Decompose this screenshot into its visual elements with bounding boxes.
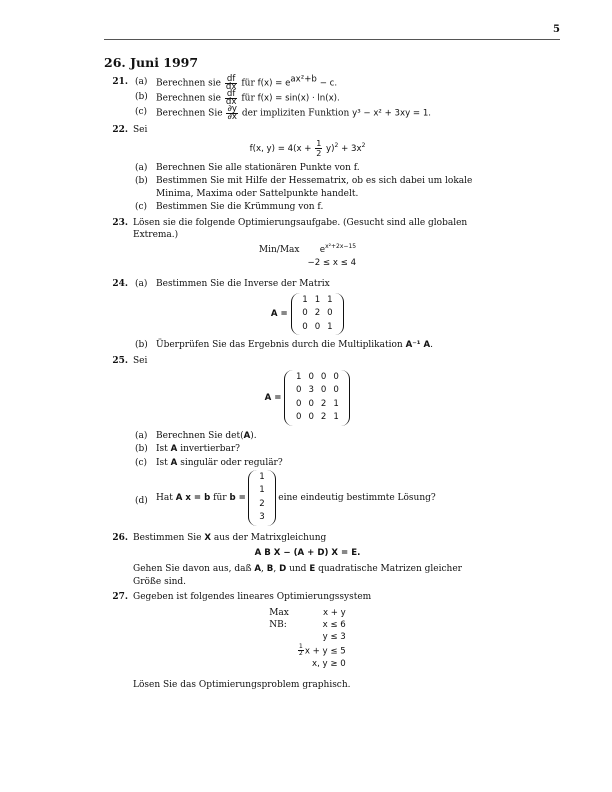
matrix-cell: 0 <box>320 372 327 383</box>
sub-label: (c) <box>135 202 148 213</box>
math-symbol: A <box>170 457 178 468</box>
sub-text: aus der Matrixgleichung <box>213 532 327 543</box>
frac-den: dx <box>225 96 237 107</box>
matrix-cell: 0 <box>333 372 339 383</box>
max-label: Max <box>269 607 289 618</box>
problem-number: 25. <box>112 355 128 366</box>
matrix-cell: 0 <box>320 385 327 396</box>
sub-text: für <box>213 492 227 503</box>
problem-intro: Sei <box>133 124 148 135</box>
exponent: 2 <box>334 141 339 149</box>
matrix-display <box>133 370 482 426</box>
objective: x + y <box>322 607 346 618</box>
problem-text <box>133 532 482 544</box>
sub-label: (a) <box>135 430 148 441</box>
problem-23 <box>104 217 482 274</box>
constraint: y ≤ 3 <box>322 632 346 643</box>
sub-text: Überprüfen Sie das Ergebnis durch die Multiplikation <box>156 340 403 351</box>
problem-text: Lösen sie die folgende Optimierungsaufgabe. (Gesucht sind alle globalen Extrema.) <box>133 217 468 240</box>
sub-text: für <box>241 78 255 89</box>
problem-number: 24. <box>112 278 128 289</box>
vector-cell: 1 <box>259 485 265 496</box>
problem-paragraph <box>133 563 482 588</box>
matrix-cell: 1 <box>327 295 333 306</box>
problem-27 <box>104 591 482 691</box>
sub-text: Bestimmen Sie die Inverse der Matrix <box>156 278 330 289</box>
sub-label: (a) <box>135 162 148 173</box>
matrix-cell: 0 <box>302 308 308 319</box>
page-number: 5 <box>553 24 560 35</box>
frac-den: 2 <box>316 148 322 158</box>
sub-text: Berechnen sie <box>156 78 222 89</box>
matrix-cell: 0 <box>302 321 308 332</box>
sub-text: Ist <box>156 444 168 455</box>
exercise-list <box>104 76 482 694</box>
matrix-cell: 3 <box>308 385 314 396</box>
matrix-cell: 2 <box>320 412 327 423</box>
math-expr: e <box>319 245 326 256</box>
math-expr: y³ − x² + 3xy = 1. <box>352 108 432 119</box>
vector-b <box>248 470 276 526</box>
matrix-cell: 1 <box>333 398 339 409</box>
sub-text: ). <box>250 430 257 441</box>
matrix-a <box>284 370 350 426</box>
derivative-fraction <box>225 76 238 90</box>
matrix-cell: 2 <box>314 308 321 319</box>
problem-closing: Lösen Sie das Optimierungsproblem graphisch. <box>133 679 351 690</box>
math-symbol: A <box>243 430 251 441</box>
math-expr: f(x) = sin(x) · ln(x). <box>257 93 340 104</box>
sub-text: Berechnen Sie det( <box>156 430 244 441</box>
frac-den: 2 <box>298 650 303 658</box>
math-expr: x + y ≤ 5 <box>304 646 346 657</box>
matrix-equation: A B X − (A + D) X = E. <box>254 547 361 558</box>
matrix-cell: 0 <box>295 398 302 409</box>
sub-label: (b) <box>135 92 148 103</box>
sub-text: invertierbar? <box>180 444 240 455</box>
matrix-cell: 0 <box>314 321 321 332</box>
subproblem-24b <box>133 339 482 351</box>
sub-text: Bestimmen Sie <box>133 532 202 543</box>
matrix-cell: 0 <box>308 398 314 409</box>
subproblem-22b <box>133 175 482 200</box>
vector-cell: 2 <box>259 498 265 509</box>
sub-text: Gehen Sie davon aus, daß <box>133 564 252 575</box>
sub-text: quadratische Matrizen gleicher Größe sind. <box>133 564 462 587</box>
matrix-cell: 1 <box>302 295 308 306</box>
sub-label: (c) <box>135 107 148 118</box>
section-date-heading: 26. Juni 1997 <box>104 55 199 70</box>
derivative-fraction <box>225 91 238 105</box>
problem-21 <box>104 76 482 121</box>
frac-num: 1 <box>298 642 303 650</box>
matrix-cell: 0 <box>327 308 333 319</box>
subproblem-21c <box>133 106 482 120</box>
sub-text: Berechnen sie <box>156 93 222 104</box>
punctuation: . <box>430 340 434 351</box>
exponent: x²+2x−15 <box>325 243 357 251</box>
math-expr: A⁻¹ A <box>405 340 431 351</box>
sub-text: der impliziten Funktion <box>241 108 350 119</box>
function-definition <box>133 139 482 158</box>
matrix-cell: 0 <box>295 385 302 396</box>
vector-cell: 3 <box>259 512 265 523</box>
frac-num: df <box>225 91 238 99</box>
math-symbol: E <box>309 564 316 575</box>
frac-num: ∂y <box>227 104 237 115</box>
sub-label: (d) <box>135 495 148 506</box>
constraint <box>293 644 350 658</box>
constraint: −2 ≤ x ≤ 4 <box>307 257 357 268</box>
vector-label: b = <box>229 492 246 503</box>
matrix-cell: 0 <box>333 385 339 396</box>
subproblem-22a <box>133 162 482 174</box>
exponent: ax²+b <box>290 74 317 85</box>
linear-program <box>133 607 482 675</box>
sub-text: und <box>289 564 307 575</box>
problem-text: Gegeben ist folgendes lineares Optimierungssystem <box>133 592 372 603</box>
problem-22 <box>104 124 482 214</box>
frac-den: dx <box>225 81 237 92</box>
sub-label: (c) <box>135 457 148 468</box>
subproblem-21a <box>133 76 482 90</box>
math-expr: − c. <box>319 78 338 89</box>
sub-label: (a) <box>135 278 148 289</box>
sub-text: Ist <box>156 457 168 468</box>
sub-label: (b) <box>135 176 148 187</box>
exponent: 2 <box>361 141 366 149</box>
problem-number: 22. <box>112 124 128 135</box>
sub-label: (a) <box>135 77 148 87</box>
matrix-cell: 0 <box>308 372 314 383</box>
problem-25 <box>104 355 482 526</box>
math-expr: f(x) = e <box>257 78 291 89</box>
frac-num: 1 <box>316 138 322 148</box>
matrix-cell: 0 <box>308 412 314 423</box>
subproblem-25a <box>133 430 482 442</box>
punctuation: , <box>273 564 277 575</box>
matrix-label: A = <box>264 392 282 403</box>
matrix-display <box>133 293 482 335</box>
subproblem-22c <box>133 201 482 213</box>
problem-number: 27. <box>112 592 128 603</box>
partial-derivative-fraction <box>226 106 238 120</box>
header-rule <box>104 39 560 40</box>
math-symbol: X <box>204 532 211 543</box>
problem-number: 26. <box>112 532 128 543</box>
subproblem-25c <box>133 457 482 469</box>
constraint: x, y ≥ 0 <box>312 658 346 669</box>
problem-24 <box>104 278 482 352</box>
subproblem-25d <box>133 470 482 526</box>
subproblem-21b <box>133 91 482 105</box>
matrix-label: A = <box>270 308 288 319</box>
frac-num: df <box>225 76 238 84</box>
constraint: x ≤ 6 <box>322 619 346 630</box>
math-symbol: B <box>266 564 274 575</box>
problem-number: 21. <box>112 77 128 87</box>
sub-text: Berechnen Sie alle stationären Punkte von f. <box>156 162 360 173</box>
math-symbol: D <box>279 564 287 575</box>
problem-26 <box>104 532 482 589</box>
sub-text: Bestimmen Sie die Krümmung von f. <box>156 202 324 213</box>
sub-text: Hat <box>156 492 173 503</box>
math-symbol: A <box>170 444 178 455</box>
sub-text: für <box>241 93 255 104</box>
punctuation: , <box>261 564 264 575</box>
minmax-label: Min/Max <box>258 245 300 256</box>
fraction <box>315 139 322 158</box>
math-expr: + 3x <box>341 143 362 154</box>
math-symbol: A <box>254 564 261 575</box>
subproblem-24a <box>133 278 482 290</box>
matrix-cell: 1 <box>327 321 333 332</box>
math-expr: A x = b <box>175 492 211 503</box>
optimization-task <box>133 244 482 273</box>
subproblem-25b <box>133 443 482 455</box>
matrix-cell: 2 <box>320 398 327 409</box>
frac-den: ∂x <box>227 111 237 122</box>
matrix-cell: 0 <box>295 412 302 423</box>
sub-text: Berechnen Sie <box>156 108 223 119</box>
matrix-cell: 1 <box>314 295 321 306</box>
vector-cell: 1 <box>259 471 265 482</box>
sub-text: singulär oder regulär? <box>180 457 283 468</box>
matrix-cell: 1 <box>333 412 339 423</box>
problem-intro: Sei <box>133 355 148 366</box>
sub-text: Bestimmen Sie mit Hilfe der Hessematrix, ob es sich dabei um lokale Minima, Maxima oder Sattelpunkte handelt. <box>156 176 473 199</box>
problem-number: 23. <box>112 217 128 228</box>
sub-text: eine eindeutig bestimmte Lösung? <box>278 492 436 503</box>
fraction <box>298 644 304 658</box>
math-expr: f(x, y) = 4(x + <box>249 143 312 154</box>
sub-label: (b) <box>135 444 148 455</box>
constraints-label: NB: <box>269 619 287 630</box>
sub-label: (b) <box>135 340 148 351</box>
math-expr: y) <box>326 143 335 154</box>
matrix-a <box>291 293 344 335</box>
matrix-cell: 1 <box>295 372 302 383</box>
